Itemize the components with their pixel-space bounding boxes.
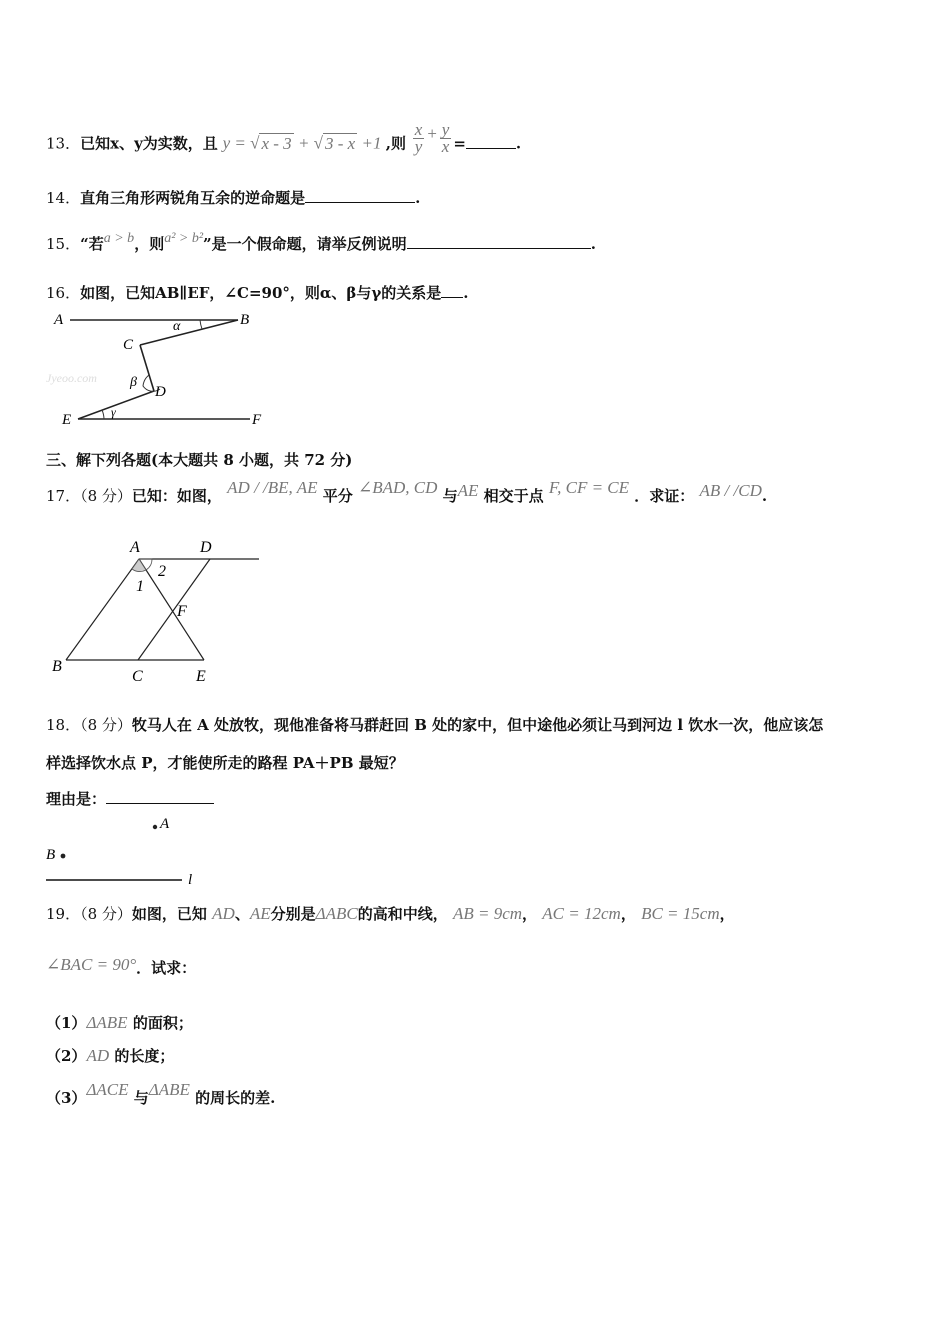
label-F: F (252, 412, 262, 428)
segment-bc (140, 320, 238, 345)
q13-fraction-y-over-x: $\frac{y}{x}$ (441, 120, 450, 156)
label-B: B (46, 847, 56, 863)
label-C: C (123, 337, 134, 353)
question-19-line2: ∠BAC = 90°．试求： (46, 955, 197, 977)
label-C: C (132, 668, 143, 685)
q13-formula: y = √ x - 3 + √ 3 - x +1 (222, 133, 382, 153)
label-F: F (177, 603, 187, 620)
section-3-title: 三、解下列各题(本大题共 8 小题，共 72 分) (46, 451, 353, 469)
segment-de (78, 391, 154, 419)
q13-number: 13． (46, 134, 81, 153)
segment-ab (66, 559, 139, 660)
question-13: 13．已知x、y为实数，且 y = √ x - 3 + √ 3 - x +1 ,则 $\frac{x}{y}$ + $\frac{y}{x}$ = . (46, 120, 522, 156)
segment-cd (140, 345, 154, 391)
answer-blank-18[interactable] (106, 789, 214, 804)
label-beta: β (130, 375, 137, 390)
label-alpha: α (173, 319, 181, 334)
alpha-arc (200, 320, 202, 329)
q19-sub3: （3）ΔACE 与ΔABE 的周长的差. (46, 1080, 276, 1107)
point-A (153, 825, 157, 829)
question-17: 17．（8 分）已知：如图， AD / /BE, AE 平分 ∠BAD, CD 与AE 相交于点 F, CF = CE ．求证： AB / /CD. (46, 478, 768, 505)
label-A: A (54, 312, 64, 328)
question-18-line1: 18．（8 分）牧马人在 A 处放牧，现他准备将马群赶回 B 处的家中，但中途他必须让马到河边 l 饮水一次，他应该怎 (46, 716, 824, 734)
question-14: 14．直角三角形两锐角互余的逆命题是 . (46, 189, 421, 207)
label-D: D (200, 539, 212, 556)
gamma-arc (102, 410, 104, 419)
q18-figure (40, 812, 210, 888)
label-D: D (155, 384, 166, 400)
label-B: B (52, 658, 62, 675)
question-19: 19．（8 分）如图，已知 AD、AE分别是ΔABC的高和中线， AB = 9cm， AC = 12cm， BC = 15cm， (46, 904, 735, 923)
answer-blank-16[interactable] (441, 283, 463, 298)
label-l: l (188, 872, 193, 888)
answer-blank-13[interactable] (466, 134, 516, 149)
q19-sub2: （2）AD 的长度； (46, 1046, 175, 1065)
question-15: 15．“若a > b，则a² > b²”是一个假命题，请举反例说明 . (46, 231, 596, 253)
answer-blank-15[interactable] (407, 234, 591, 249)
label-gamma: γ (111, 405, 116, 419)
question-16: 16．如图，已知AB∥EF，∠C=90°，则α、β与γ的关系是 . (46, 284, 469, 302)
watermark: Jyeoo.com (46, 371, 97, 385)
question-18-line2: 样选择饮水点 P，才能使所走的路程 PA＋PB 最短？ (46, 754, 404, 772)
label-1: 1 (136, 578, 144, 595)
label-B: B (240, 312, 250, 328)
label-A: A (160, 816, 170, 832)
q16-figure (40, 304, 280, 430)
label-E: E (62, 412, 72, 428)
point-B (61, 854, 66, 859)
question-18-reason: 理由是： (46, 788, 214, 809)
label-2: 2 (158, 563, 166, 580)
label-E: E (196, 668, 206, 685)
answer-blank-14[interactable] (305, 188, 415, 203)
q17-figure (46, 534, 276, 690)
q19-sub1: （1）ΔABE 的面积； (46, 1013, 193, 1032)
q13-fraction-x-over-y: $\frac{x}{y}$ (414, 120, 423, 156)
label-A: A (130, 539, 140, 556)
